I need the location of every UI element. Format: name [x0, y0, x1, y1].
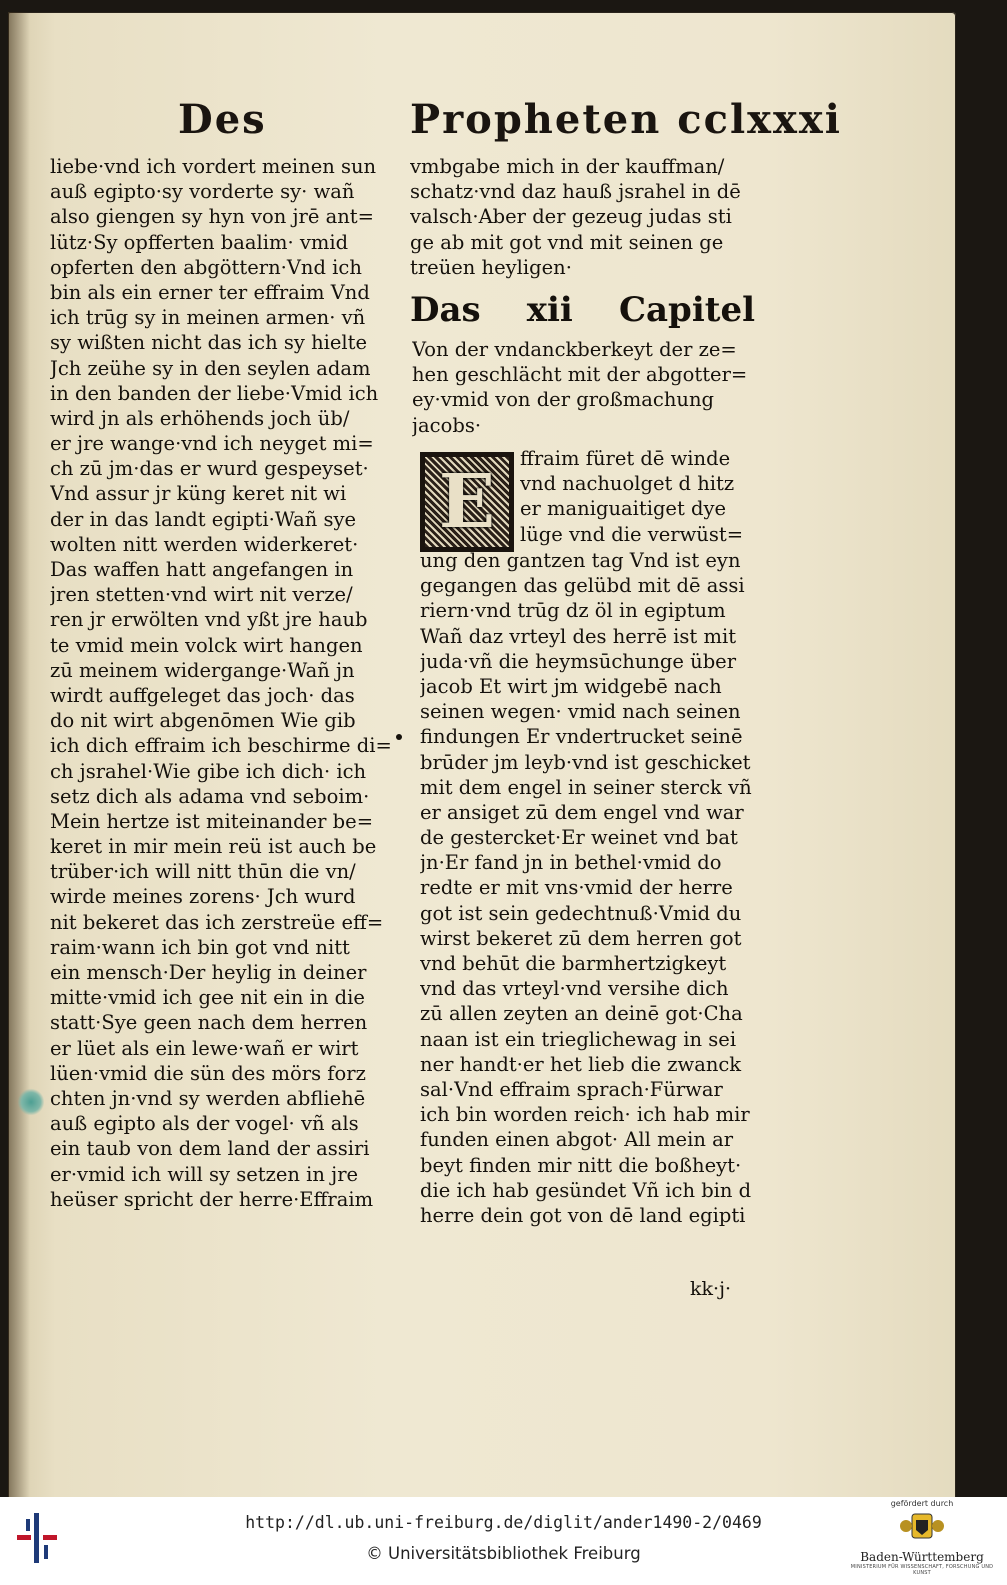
right-column-top-text — [410, 154, 760, 280]
text-line: vnd nachuolget d hitz — [520, 472, 735, 496]
text-line: statt·Sye geen nach dem herren — [50, 1011, 368, 1035]
text-line: gegangen das gelübd mit dē assi — [420, 574, 745, 598]
text-line: brūder jm leyb·vnd ist geschicket — [420, 750, 751, 774]
text-line: ich trūg sy in meinen armen· vñ — [50, 306, 366, 330]
text-line: lütz·Sy opfferten baalim· vmid — [50, 230, 349, 254]
text-line: vmbgabe mich in der kauffman/ — [410, 155, 725, 178]
text-line: Jch zeühe sy in den seylen adam — [50, 356, 371, 380]
text-line: got ist sein gedechtnuß·Vmid du — [420, 901, 742, 925]
initial-ornament — [425, 457, 509, 547]
text-line: hen geschlächt mit der abgotter= — [412, 363, 748, 387]
sponsor-label: gefördert durch — [890, 1499, 954, 1508]
text-line: der in das landt egipti·Wañ sye — [50, 507, 357, 531]
signature-mark: kk·j· — [690, 1278, 731, 1300]
text-line: die ich hab gesündet Vñ ich bin d — [420, 1178, 752, 1202]
text-line: treüen heyligen· — [410, 255, 572, 279]
text-line: zū meinem widergange·Wañ jn — [50, 658, 355, 682]
text-line: jacob Et wirt jm widgebē nach — [420, 674, 722, 698]
text-line: wirst bekeret zū dem herren got — [420, 926, 742, 950]
text-line: ey·vmid von der großmachung — [412, 388, 715, 412]
text-line: Mein hertze ist miteinander be= — [50, 809, 374, 833]
chapter-word: Das — [410, 290, 481, 330]
text-line: bin als ein erner ter effraim Vnd — [50, 280, 370, 304]
chapter-label: Capitel — [618, 290, 755, 330]
text-line: lüge vnd die verwüst= — [520, 522, 744, 546]
text-line: vnd das vrteyl·vnd versihe dich — [420, 977, 729, 1001]
text-line: seinen wegen· vmid nach seinen — [420, 700, 741, 724]
text-line: findungen Er vndertrucket seinē — [420, 725, 743, 749]
text-line: er·vmid ich will sy setzen in jre — [50, 1162, 359, 1186]
text-line: jacobs· — [412, 413, 482, 437]
text-line: wird jn als erhöhends joch üb/ — [50, 406, 350, 430]
running-header-right: Propheten cclxxxi — [410, 96, 842, 143]
text-line: er ansiget zū dem engel vnd war — [420, 800, 744, 824]
text-line: schatz·vnd daz hauß jsrahel in dē — [410, 180, 741, 204]
text-line: in den banden der liebe·Vmid ich — [50, 381, 379, 405]
text-line: ein taub von dem land der assiri — [50, 1137, 370, 1161]
text-line: mitte·vmid ich gee nit ein in die — [50, 986, 365, 1010]
text-line: er lüet als ein lewe·wañ er wirt — [50, 1036, 359, 1060]
text-line: auß egipto als der vogel· vñ als — [50, 1112, 359, 1136]
text-line: ren jr erwölten vnd yßt jre haub — [50, 608, 368, 632]
right-text-column — [420, 548, 770, 1228]
chapter-summary — [412, 337, 757, 438]
text-line: ich bin worden reich· ich hab mir — [420, 1103, 750, 1127]
text-line: trüber·ich will nitt thūn die vn/ — [50, 860, 356, 884]
text-line: Von der vndanckberkeyt der ze= — [412, 338, 737, 361]
text-line: er maniguaitiget dye — [520, 497, 727, 521]
text-line: keret in mir mein reü ist auch be — [50, 835, 377, 859]
text-line: ich dich effraim ich beschirme di= — [50, 734, 392, 758]
text-line: ffraim füret dē winde — [520, 447, 731, 470]
permalink-url[interactable]: http://dl.ub.uni-freiburg.de/diglit/ander1490-2/0469 — [245, 1513, 762, 1532]
text-line: riern·vnd trūg dz öl in egiptum — [420, 599, 726, 623]
initial-letter: E — [438, 459, 496, 545]
page-gutter-shadow — [8, 12, 30, 1508]
text-line: also giengen sy hyn von jrē ant= — [50, 205, 374, 229]
text-line: juda·vñ die heymsūchunge über — [420, 649, 737, 673]
text-line: sal·Vnd effraim sprach·Fürwar — [420, 1077, 723, 1101]
coat-of-arms-icon — [898, 1508, 946, 1544]
chapter-number: xii — [526, 290, 573, 330]
margin-dot — [396, 734, 402, 740]
text-line: jren stetten·vnd wirt nit verze/ — [50, 583, 353, 607]
text-line: auß egipto·sy vorderte sy· wañ — [50, 180, 355, 204]
text-line: ch zū jm·das er wurd gespeyset· — [50, 457, 369, 481]
text-line: jn·Er fand jn in bethel·vmid do — [420, 851, 722, 875]
text-line: valsch·Aber der gezeug judas sti — [410, 205, 732, 229]
text-line: redte er mit vns·vmid der herre — [420, 876, 733, 900]
text-line: ner handt·er het lieb die zwanck — [420, 1052, 742, 1076]
text-line: liebe·vnd ich vordert meinen sun — [50, 155, 377, 178]
text-line: zū allen zeyten an deinē got·Cha — [420, 1002, 743, 1026]
text-beside-initial — [520, 446, 765, 547]
text-line: ge ab mit got vnd mit seinen ge — [410, 230, 724, 254]
text-line: vnd behūt die barmhertzigkeyt — [420, 952, 727, 975]
text-line: Vnd assur jr küng keret nit wi — [50, 482, 347, 506]
text-line: Das waffen hatt angefangen in — [50, 558, 354, 581]
text-line: te vmid mein volck wirt hangen — [50, 633, 363, 657]
text-line: ein mensch·Der heylig in deiner — [50, 961, 367, 984]
text-line: wirdt auffgeleget das joch· das — [50, 683, 355, 707]
text-line: sy wißten nicht das ich sy hielte — [50, 331, 368, 355]
text-line: setz dich als adama vnd seboim· — [50, 784, 370, 808]
text-line: herre dein got von dē land egipti — [420, 1203, 746, 1227]
text-line: mit dem engel in seiner sterck vñ — [420, 775, 752, 799]
text-line: beyt finden mir nitt die boßheyt· — [420, 1153, 742, 1177]
running-header-left: Des — [178, 96, 267, 143]
text-line: wirde meines zorens· Jch wurd — [50, 885, 356, 909]
text-line: nit bekeret das ich zerstreüe eff= — [50, 910, 384, 934]
chapter-heading — [410, 290, 755, 330]
text-line: ung den gantzen tag Vnd ist eyn — [420, 549, 741, 572]
text-line: er jre wange·vnd ich neyget mi= — [50, 432, 374, 456]
sponsor-name: Baden-Württemberg — [860, 1550, 984, 1564]
sponsor-logo — [842, 1499, 1002, 1583]
text-line: wolten nitt werden widerkeret· — [50, 532, 359, 556]
decorated-initial — [420, 452, 514, 552]
text-line: lüen·vmid die sün des mörs forz — [50, 1061, 366, 1085]
text-line: raim·wann ich bin got vnd nitt — [50, 935, 350, 959]
text-line: do nit wirt abgenōmen Wie gib — [50, 709, 356, 733]
left-text-column — [50, 154, 410, 1212]
text-line: heüser spricht der herre·Effraim — [50, 1187, 374, 1211]
viewer-footer — [0, 1497, 1007, 1585]
text-line: opferten den abgöttern·Vnd ich — [50, 255, 362, 279]
text-line: ch jsrahel·Wie gibe ich dich· ich — [50, 759, 367, 783]
text-line: naan ist ein trieglichewag in sei — [420, 1027, 737, 1051]
sponsor-ministry: MINISTERIUM FÜR WISSENSCHAFT, FORSCHUNG UND KUNST — [850, 1564, 994, 1576]
text-line: chten jn·vnd sy werden abfliehē — [50, 1086, 366, 1110]
ink-stain — [18, 1088, 44, 1116]
text-line: Wañ daz vrteyl des herrē ist mit — [420, 624, 737, 648]
text-line: de gestercket·Er weinet vnd bat — [420, 826, 738, 850]
text-line: funden einen abgot· All mein ar — [420, 1128, 734, 1152]
copyright-notice: © Universitätsbibliothek Freiburg — [366, 1544, 641, 1563]
